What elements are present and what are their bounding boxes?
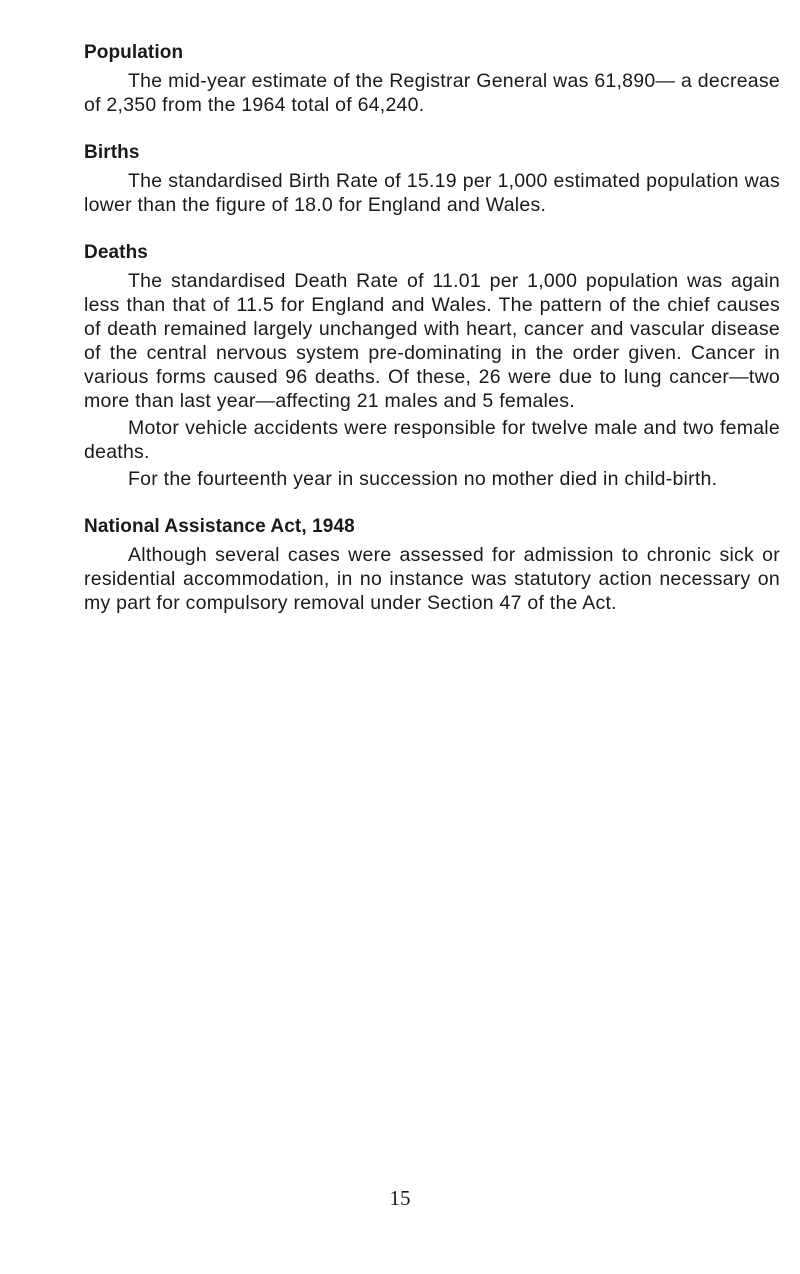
paragraph: Motor vehicle accidents were responsible for twelve male and two female deaths.: [84, 417, 780, 463]
page-number: 15: [389, 1186, 411, 1210]
paragraph: Although several cases were assessed for admission to chronic sick or residential accommodation, in no instance was statutory action necessary on my part for compulsory removal under Section 47 of the Act.: [84, 544, 780, 614]
paragraph: The standardised Birth Rate of 15.19 per 1,000 estimated population was lower than the figure of 18.0 for England and Wales.: [84, 170, 780, 216]
paragraph: The mid-year estimate of the Registrar General was 61,890— a decrease of 2,350 from the 1964 total of 64,240.: [84, 70, 780, 116]
paragraph: The standardised Death Rate of 11.01 per 1,000 population was again less than that of 11.5 for England and Wales. The pattern of the chief causes of death remained largely unchanged with heart, cancer and vascular disease of the central nervous system pre-dominating in the order given. Cancer in various forms caused 96 deaths. Of these, 26 were due to lung cancer—two more than last year—affecting 21 males and 5 females.: [84, 270, 780, 412]
national-assistance-section: [84, 514, 780, 615]
births-section: [84, 140, 780, 217]
document-body: [84, 40, 780, 638]
paragraph: For the fourteenth year in succession no mother died in child-birth.: [128, 468, 718, 490]
deaths-section: [84, 240, 780, 491]
population-section: [84, 40, 780, 117]
section-heading-national-assistance-act: National Assistance Act, 1948: [84, 516, 355, 537]
section-heading-deaths: Deaths: [84, 242, 148, 263]
section-heading-population: Population: [84, 42, 184, 63]
section-heading-births: Births: [84, 142, 140, 163]
